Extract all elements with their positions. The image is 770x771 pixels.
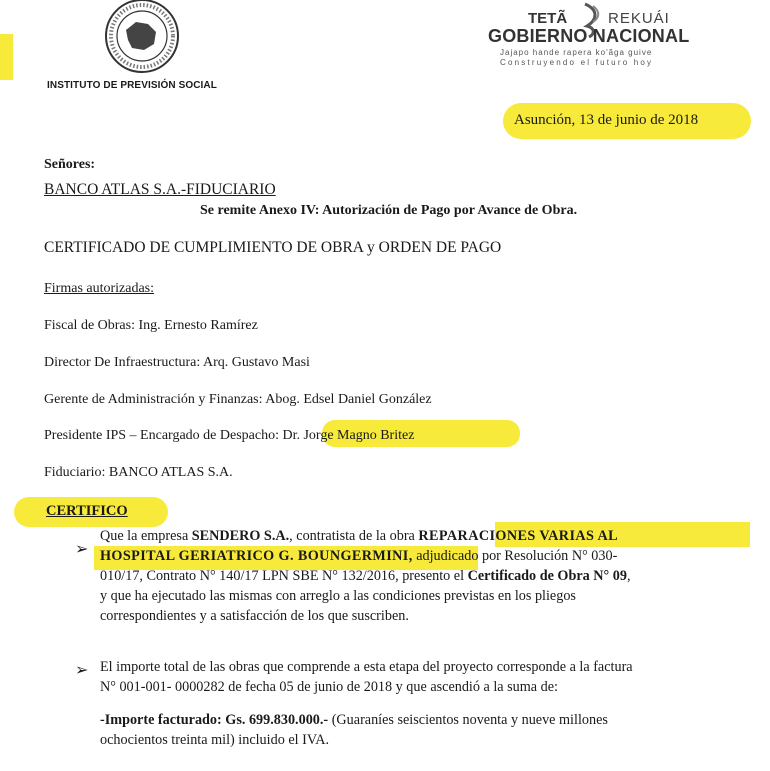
signer-fiscal: Fiscal de Obras: Ing. Ernesto Ramírez: [44, 318, 258, 333]
work-name-line1: REPARACIONES VARIAS AL: [418, 528, 618, 544]
p2-line-1: El importe total de las obras que comprende a esta etapa del proyecto corresponde a la factura: [100, 659, 633, 675]
company-name: SENDERO S.A.: [191, 528, 290, 544]
certifico-paragraph-2: [100, 657, 633, 697]
salutation: Señores:: [44, 157, 96, 172]
p1-text-a: Que la empresa: [100, 528, 192, 544]
government-logo: [488, 2, 718, 74]
p1-line-4: y que ha ejecutado las mismas con arreglo a las condiciones previstas en los pliegos: [100, 588, 576, 604]
bullet-icon: ➢: [75, 541, 89, 558]
certifico-paragraph-1: [100, 526, 631, 626]
p1-text-b: , contratista de la obra: [289, 528, 419, 544]
p1-text-c: adjudicado por Resolución N° 030-: [412, 548, 618, 564]
signer-presidente-role: Presidente IPS – Encargado de Despacho:: [44, 428, 283, 443]
p2-line-2: N° 001-001- 0000282 de fecha 05 de junio de 2018 y que ascendió a la suma de:: [100, 679, 558, 695]
signer-presidente-name: Dr. Jorge Magno Britez: [282, 428, 415, 443]
gov-logo-word-left: TETÃ: [528, 10, 568, 27]
document-title: CERTIFICADO DE CUMPLIMIENTO DE OBRA y ORDEN DE PAGO: [44, 239, 502, 256]
invoice-amount: -Importe facturado: Gs. 699.830.000.-: [100, 712, 329, 728]
gov-logo-word-right: REKUÁI: [608, 10, 670, 27]
p1-text-d: 010/17, Contrato N° 140/17 LPN SBE N° 132/2016, presento el: [100, 568, 468, 584]
amount-line-1: [100, 710, 608, 730]
signer-gerente: Gerente de Administración y Finanzas: Abog. Edsel Daniel González: [44, 392, 432, 407]
work-name-line2: HOSPITAL GERIATRICO G. BOUNGERMINI,: [100, 548, 413, 564]
p1-line-2: [100, 546, 631, 566]
signer-fiduciario: Fiduciario: BANCO ATLAS S.A.: [44, 465, 233, 480]
amount-line-2: ochocientos treinta mil) incluido el IVA.: [100, 732, 330, 748]
margin-highlight-mark: [0, 34, 13, 80]
certificate-number: Certificado de Obra N° 09: [467, 568, 627, 584]
gov-logo-tagline-spanish: Construyendo el futuro hoy: [500, 58, 654, 67]
ips-seal: [96, 0, 188, 76]
p1-line-3: [100, 566, 631, 586]
addressee-bank: BANCO ATLAS S.A.-FIDUCIARIO: [44, 181, 276, 198]
gov-logo-tagline-guarani: Jajapo hande rapera ko'ãga guive: [500, 48, 653, 57]
signer-director: Director De Infraestructura: Arq. Gustavo Masi: [44, 355, 310, 370]
p1-line-1: [100, 526, 631, 546]
signer-presidente: [44, 428, 414, 444]
bullet-icon: ➢: [75, 662, 89, 679]
p1-text-e: ,: [626, 568, 631, 584]
signatures-heading: Firmas autorizadas:: [44, 281, 155, 296]
gov-logo-title: GOBIERNO NACIONAL: [488, 26, 690, 46]
subject-line: Se remite Anexo IV: Autorización de Pago por Avance de Obra.: [200, 203, 578, 218]
invoice-amount-words: (Guaraníes seiscientos noventa y nueve millones: [328, 712, 608, 728]
ips-name: INSTITUTO DE PREVISIÓN SOCIAL: [47, 80, 217, 91]
document-date: Asunción, 13 de junio de 2018: [514, 112, 699, 128]
invoice-amount-paragraph: [100, 710, 608, 750]
certifico-heading: CERTIFICO: [46, 503, 128, 519]
p1-line-5: correspondientes y a satisfacción de los que suscriben.: [100, 608, 409, 624]
